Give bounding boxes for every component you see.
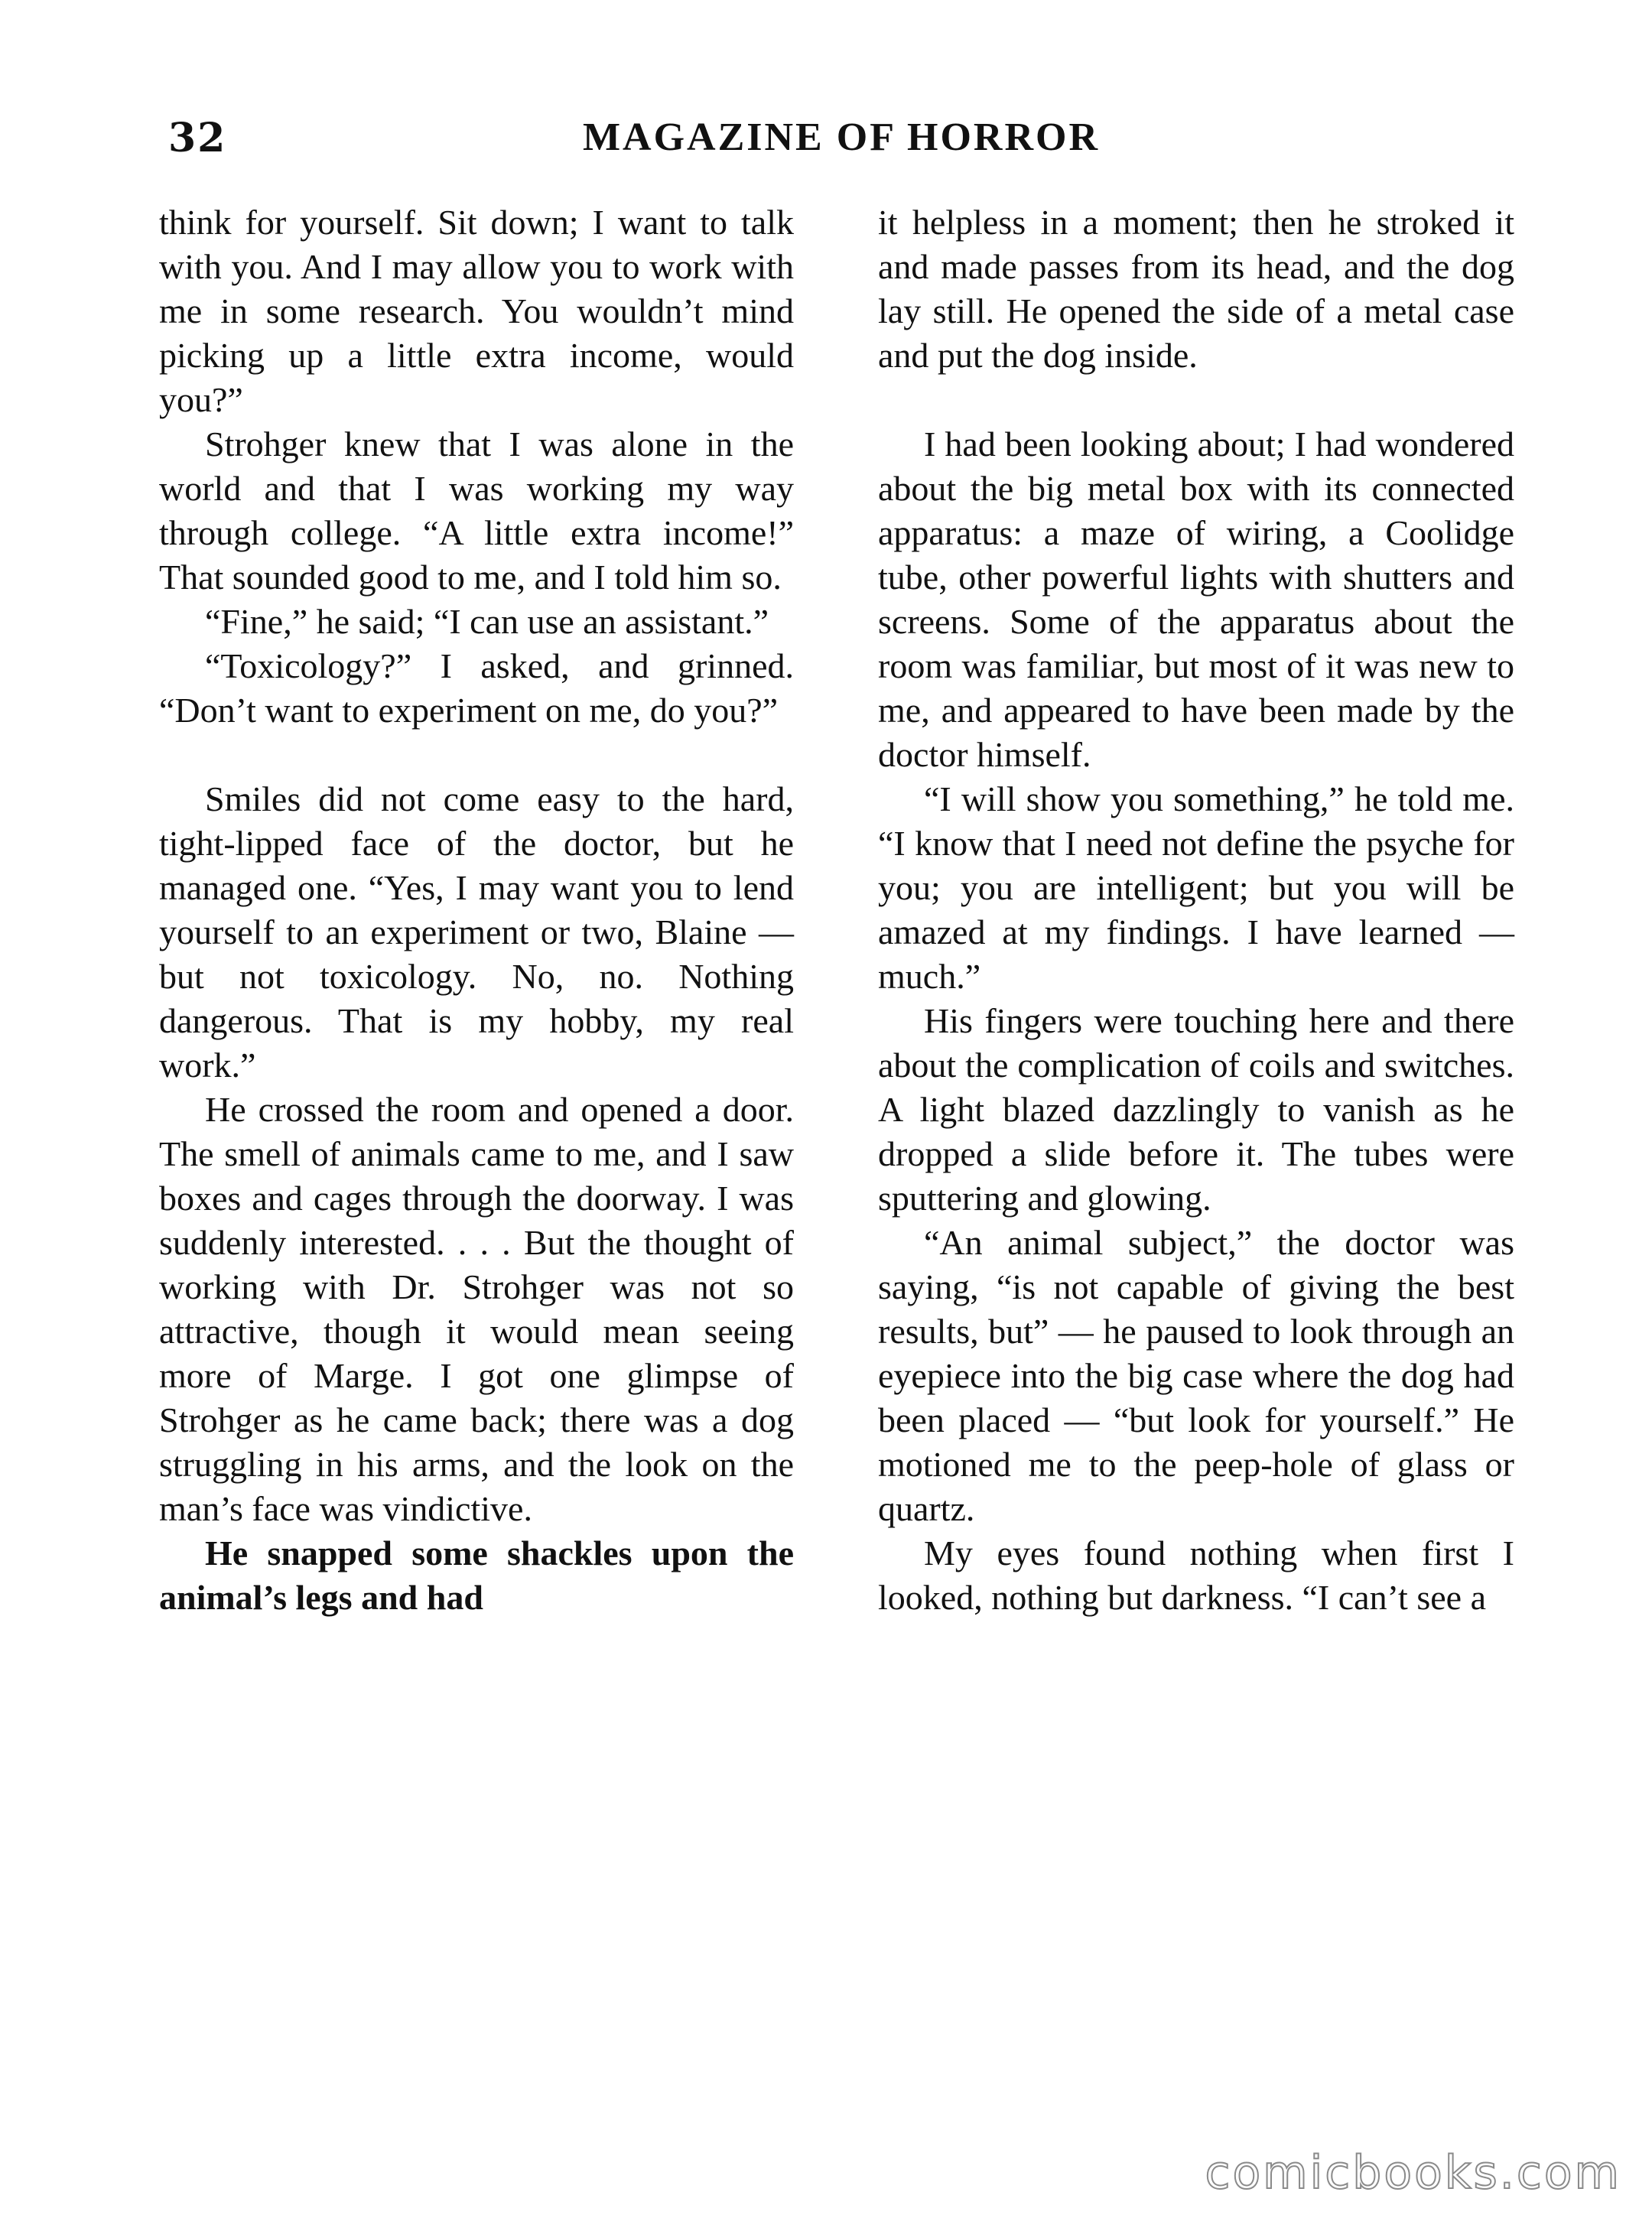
paragraph: think for yourself. Sit down; I want to talk with you. And I may allow you to work with me in some research. You wouldn’t mind picking up a little extra income, would you?” [159, 203, 794, 419]
paragraph: Strohger knew that I was alone in the world and that I was working my way through college. “A little extra income!” That sounded good to me, and I told him so. [159, 424, 794, 597]
right-column [878, 200, 1514, 1620]
paragraph: His fingers were touching here and there about the complication of coils and switches. A light blazed dazzlingly to vanish as he dropped a slide before it. The tubes were sputtering and glowing. [878, 1001, 1514, 1218]
paragraph: “I will show you something,” he told me. “I know that I need not define the psyche for you; you are intelligent; but you will be amazed at my findings. I have learned — much.” [878, 779, 1514, 996]
paragraph: “An animal subject,” the doctor was saying, “is not capable of giving the best results, but” — he paused to look through an eyepiece into the big case where the dog had been placed — “but look for yourself.” He motioned me to the peep-hole of glass or quartz. [878, 1223, 1514, 1528]
paragraph: My eyes found nothing when first I looked, nothing but darkness. “I can’t see a [878, 1533, 1514, 1617]
paragraph: He crossed the room and opened a door. The smell of animals came to me, and I saw boxes and cages through the doorway. I was suddenly interested. . . . But the thought of working with Dr. Strohger was not so attractive, though it would mean seeing more of Marge. I got one glimpse of Strohger as he came back; there was a dog struggling in his arms, and the look on the man’s face was vindictive. [159, 1090, 794, 1528]
paragraph: “Fine,” he said; “I can use an assistant.” [205, 602, 769, 641]
left-column [159, 200, 794, 1620]
paragraph: Smiles did not come easy to the hard, tight-lipped face of the doctor, but he managed one. “Yes, I may want you to lend yourself to an experiment or two, Blaine — but not toxicology. No, no. Nothing dangerous. That is my hobby, my real work.” [159, 779, 794, 1085]
paragraph: I had been looking about; I had wondered about the big metal box with its connected apparatus: a maze of wiring, a Coolidge tube, other powerful lights with shutters and screens. Some of the apparatus about the room was familiar, but most of it was new to me, and appeared to have been made by the doctor himself. [878, 424, 1514, 774]
page-header [159, 115, 1524, 168]
watermark: comicbooks.com [1205, 2146, 1621, 2200]
running-head: MAGAZINE OF HORROR [582, 115, 1101, 159]
paragraph: “Toxicology?” I asked, and grinned. “Don’t want to experiment on me, do you?” [159, 646, 794, 730]
paragraph: He snapped some shackles upon the animal’s legs and had [159, 1533, 794, 1617]
paragraph: it helpless in a moment; then he stroked it and made passes from its head, and the dog lay still. He opened the side of a metal case and put the dog inside. [878, 203, 1514, 375]
page-number: 32 [168, 115, 227, 161]
